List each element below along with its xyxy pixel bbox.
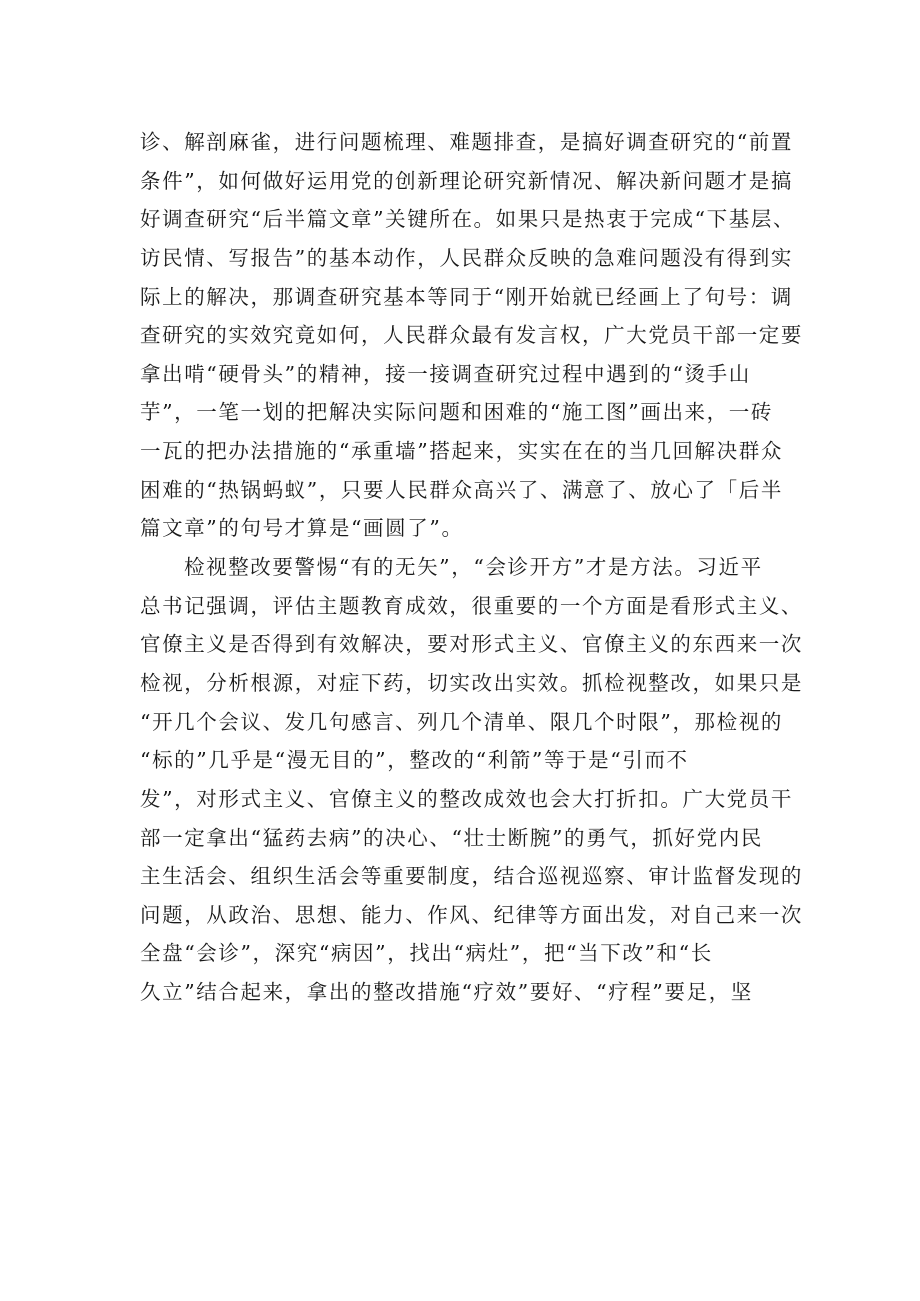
text-line: 总书记强调，评估主题教育成效，很重要的一个方面是看形式主义、	[140, 593, 803, 618]
text-line: 一瓦的把办法措施的“承重墙”搭起来，实实在在的当几回解决群众	[140, 439, 783, 464]
text-line: 主生活会、组织生活会等重要制度，结合巡视巡察、审计监督发现的	[140, 864, 803, 889]
text-line: 好调查研究“后半篇文章”关键所在。如果只是热衷于完成“下基层、	[140, 207, 796, 232]
text-line: 访民情、写报告”的基本动作，人民群众反映的急难问题没有得到实	[140, 245, 793, 270]
text-line: 条件”，如何做好运用党的创新理论研究新情况、解决新问题才是搞	[140, 168, 793, 193]
text-line: 诊、解剖麻雀，进行问题梳理、难题排查，是搞好调查研究的“前置	[140, 130, 793, 154]
text-line: 全盘“会诊”，深究“病因”，找出“病灶”，把“当下改”和“长	[140, 941, 713, 966]
text-line-indented: 检视整改要警惕“有的无矢”，“会诊开方”才是方法。习近平	[184, 555, 763, 580]
text-line: “开几个会议、发几句感言、列几个清单、限几个时限”，那检视的	[140, 709, 783, 734]
paragraph-1	[140, 123, 820, 548]
text-line: 拿出啃“硬骨头”的精神，接一接调查研究过程中遇到的“烫手山	[140, 361, 751, 386]
text-line: 问题，从政治、思想、能力、作风、纪律等方面出发，对自己来一次	[140, 902, 803, 927]
text-line: 困难的“热锅蚂蚁”，只要人民群众高兴了、满意了、放心了「后半	[140, 477, 783, 502]
text-line: 查研究的实效究竟如何，人民群众最有发言权，广大党员干部一定要	[140, 323, 803, 348]
text-line: “标的”几乎是“漫无目的”，整改的“利箭”等于是“引而不	[140, 748, 689, 773]
text-line: 际上的解决，那调查研究基本等同于“刚开始就已经画上了句号：调	[140, 284, 793, 309]
paragraph-2	[140, 548, 820, 1012]
text-line: 检视，分析根源，对症下药，切实改出实效。抓检视整改，如果只是	[140, 670, 803, 695]
text-line: 部一定拿出“猛药去病”的决心、“壮士断腕”的勇气，抓好党内民	[140, 825, 763, 850]
document-body	[140, 123, 820, 1012]
text-line: 芋”，一笔一划的把解决实际问题和困难的“施工图”画出来，一砖	[140, 400, 773, 425]
text-line: 官僚主义是否得到有效解决，要对形式主义、官僚主义的东西来一次	[140, 632, 803, 657]
text-line: 久立”结合起来，拿出的整改措施“疗效”要好、“疗程”要足，坚	[140, 980, 753, 1005]
text-line: 发”，对形式主义、官僚主义的整改成效也会大打折扣。广大党员干	[140, 786, 793, 811]
text-line: 篇文章”的句号才算是“画圆了”。	[140, 516, 464, 541]
